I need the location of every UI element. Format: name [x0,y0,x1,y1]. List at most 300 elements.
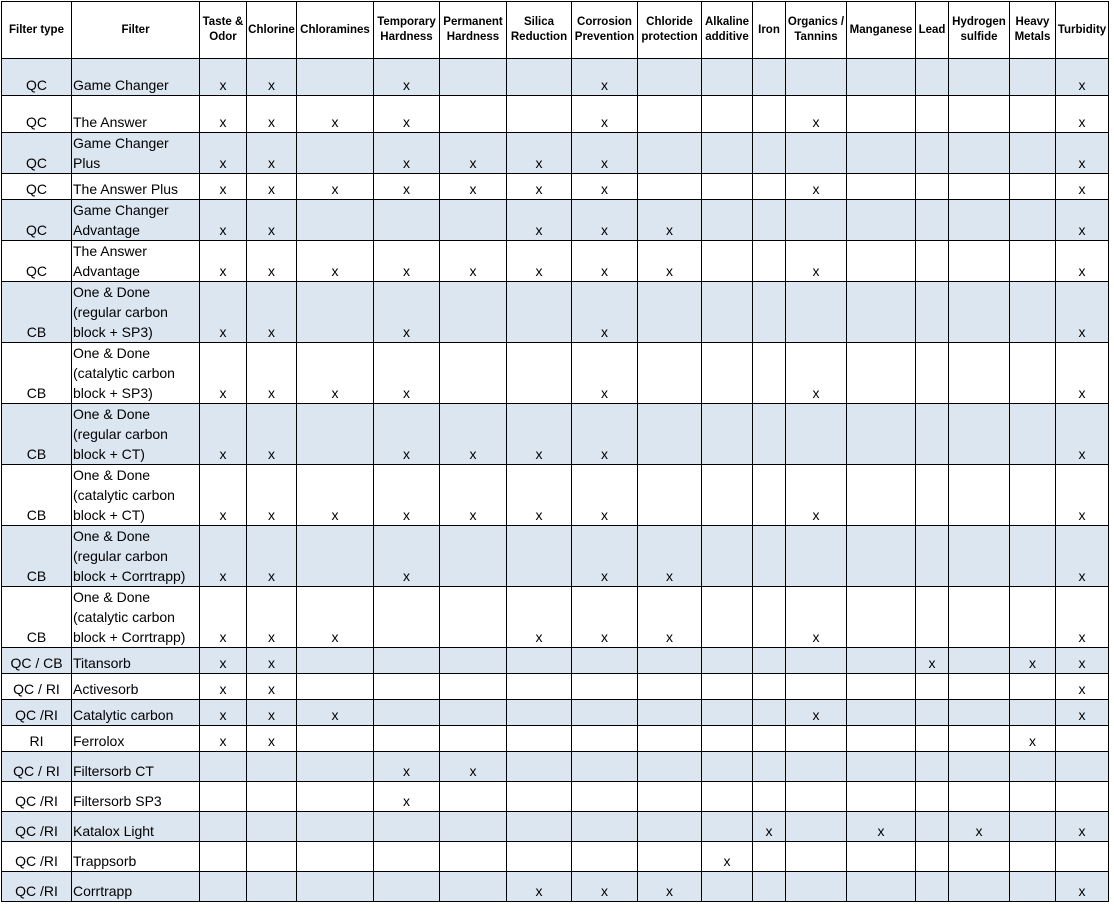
empty-cell [753,674,786,700]
check-mark-cell: x [374,752,440,782]
filter-name-cell: The Answer [72,96,200,133]
empty-cell [916,59,949,96]
empty-cell [786,59,847,96]
table-row [2,96,1109,133]
empty-cell [753,343,786,404]
empty-cell [847,726,916,752]
empty-cell [297,812,374,842]
empty-cell [638,133,702,174]
check-mark-cell: x [247,648,297,674]
filter-name-cell: Activesorb [72,674,200,700]
empty-cell [638,96,702,133]
empty-cell [847,174,916,200]
empty-cell [1056,752,1109,782]
empty-cell [753,648,786,674]
empty-cell [1056,782,1109,812]
check-mark-cell: x [507,872,572,902]
empty-cell [847,674,916,700]
empty-cell [297,133,374,174]
empty-cell [949,842,1010,872]
empty-cell [786,872,847,902]
empty-cell [702,587,753,648]
empty-cell [297,726,374,752]
check-mark-cell: x [200,465,247,526]
check-mark-cell: x [200,133,247,174]
empty-cell [572,842,638,872]
check-mark-cell: x [247,96,297,133]
empty-cell [572,674,638,700]
empty-cell [297,782,374,812]
check-mark-cell: x [1056,587,1109,648]
table-row [2,465,1109,526]
check-mark-cell: x [247,133,297,174]
filter-comparison-table [1,1,1109,902]
filter-type-cell: QC /RI [2,842,72,872]
column-header-corrosion-prevention: Corrosion Prevention [572,2,638,59]
empty-cell [638,700,702,726]
column-header-filter: Filter [72,2,200,59]
filter-type-cell: CB [2,465,72,526]
check-mark-cell: x [247,404,297,465]
filter-type-cell: CB [2,282,72,343]
filter-type-cell: QC /RI [2,782,72,812]
filter-name-cell: Catalytic carbon [72,700,200,726]
empty-cell [297,404,374,465]
check-mark-cell: x [786,587,847,648]
check-mark-cell: x [507,241,572,282]
empty-cell [949,241,1010,282]
check-mark-cell: x [572,133,638,174]
filter-name-cell: One & Done (regular carbon block + SP3) [72,282,200,343]
empty-cell [440,59,507,96]
empty-cell [507,648,572,674]
check-mark-cell: x [572,174,638,200]
empty-cell [786,200,847,241]
check-mark-cell: x [297,465,374,526]
empty-cell [702,648,753,674]
check-mark-cell: x [786,700,847,726]
column-header-hydrogen-sulfide: Hydrogen sulfide [949,2,1010,59]
empty-cell [572,726,638,752]
empty-cell [440,812,507,842]
empty-cell [753,587,786,648]
check-mark-cell: x [440,174,507,200]
check-mark-cell: x [1056,133,1109,174]
filter-type-cell: CB [2,526,72,587]
check-mark-cell: x [1056,648,1109,674]
filter-name-cell: Game Changer Advantage [72,200,200,241]
empty-cell [949,200,1010,241]
empty-cell [916,752,949,782]
empty-cell [753,465,786,526]
check-mark-cell: x [1056,465,1109,526]
empty-cell [1010,465,1056,526]
empty-cell [200,782,247,812]
check-mark-cell: x [1056,872,1109,902]
empty-cell [702,404,753,465]
check-mark-cell: x [1056,96,1109,133]
column-header-taste-odor: Taste & Odor [200,2,247,59]
check-mark-cell: x [786,241,847,282]
empty-cell [374,842,440,872]
table-row [2,343,1109,404]
empty-cell [440,587,507,648]
empty-cell [786,812,847,842]
filter-type-cell: QC [2,133,72,174]
empty-cell [916,241,949,282]
empty-cell [507,282,572,343]
table-row [2,133,1109,174]
check-mark-cell: x [200,174,247,200]
check-mark-cell: x [247,200,297,241]
empty-cell [1010,241,1056,282]
column-header-permanent-hardness: Permanent Hardness [440,2,507,59]
empty-cell [638,812,702,842]
check-mark-cell: x [440,752,507,782]
empty-cell [702,674,753,700]
header-row [2,2,1109,59]
table-row [2,782,1109,812]
empty-cell [949,96,1010,133]
check-mark-cell: x [200,674,247,700]
column-header-silica-reduction: Silica Reduction [507,2,572,59]
column-header-manganese: Manganese [847,2,916,59]
check-mark-cell: x [638,200,702,241]
filter-type-cell: QC [2,96,72,133]
check-mark-cell: x [200,700,247,726]
empty-cell [440,700,507,726]
column-header-iron: Iron [753,2,786,59]
empty-cell [1010,526,1056,587]
check-mark-cell: x [1010,726,1056,752]
table-row [2,752,1109,782]
empty-cell [440,782,507,812]
column-header-filter-type: Filter type [2,2,72,59]
empty-cell [786,842,847,872]
empty-cell [847,96,916,133]
empty-cell [847,282,916,343]
filter-type-cell: QC [2,59,72,96]
check-mark-cell: x [200,200,247,241]
empty-cell [916,812,949,842]
check-mark-cell: x [200,587,247,648]
check-mark-cell: x [200,241,247,282]
empty-cell [916,526,949,587]
filter-type-cell: CB [2,404,72,465]
empty-cell [297,526,374,587]
filter-type-cell: QC / RI [2,674,72,700]
empty-cell [374,700,440,726]
empty-cell [949,59,1010,96]
check-mark-cell: x [572,872,638,902]
column-header-heavy-metals: Heavy Metals [1010,2,1056,59]
table-row [2,648,1109,674]
table-row [2,872,1109,902]
check-mark-cell: x [1056,674,1109,700]
table-body [2,59,1109,902]
empty-cell [949,700,1010,726]
check-mark-cell: x [638,587,702,648]
empty-cell [200,842,247,872]
empty-cell [440,648,507,674]
empty-cell [638,752,702,782]
empty-cell [753,404,786,465]
table-row [2,241,1109,282]
filter-type-cell: QC [2,200,72,241]
empty-cell [572,782,638,812]
check-mark-cell: x [374,404,440,465]
filter-type-cell: CB [2,587,72,648]
filter-name-cell: One & Done (regular carbon block + Corrtrapp) [72,526,200,587]
empty-cell [753,752,786,782]
empty-cell [847,343,916,404]
empty-cell [702,96,753,133]
check-mark-cell: x [572,404,638,465]
empty-cell [374,872,440,902]
check-mark-cell: x [786,343,847,404]
check-mark-cell: x [507,465,572,526]
empty-cell [572,648,638,674]
empty-cell [949,404,1010,465]
check-mark-cell: x [638,526,702,587]
empty-cell [638,404,702,465]
empty-cell [702,133,753,174]
check-mark-cell: x [374,343,440,404]
table-row [2,812,1109,842]
empty-cell [916,782,949,812]
empty-cell [753,59,786,96]
empty-cell [572,752,638,782]
table-row [2,200,1109,241]
check-mark-cell: x [1056,282,1109,343]
check-mark-cell: x [374,174,440,200]
empty-cell [200,812,247,842]
empty-cell [507,782,572,812]
empty-cell [297,648,374,674]
check-mark-cell: x [949,812,1010,842]
empty-cell [702,526,753,587]
empty-cell [440,726,507,752]
empty-cell [847,59,916,96]
empty-cell [916,282,949,343]
check-mark-cell: x [200,343,247,404]
empty-cell [753,174,786,200]
empty-cell [1010,812,1056,842]
empty-cell [753,96,786,133]
empty-cell [297,674,374,700]
empty-cell [1010,343,1056,404]
empty-cell [702,282,753,343]
empty-cell [440,872,507,902]
check-mark-cell: x [1056,700,1109,726]
empty-cell [786,133,847,174]
empty-cell [638,842,702,872]
check-mark-cell: x [507,587,572,648]
empty-cell [916,842,949,872]
filter-type-cell: QC / CB [2,648,72,674]
filter-name-cell: The Answer Advantage [72,241,200,282]
check-mark-cell: x [572,526,638,587]
check-mark-cell: x [572,282,638,343]
empty-cell [638,59,702,96]
empty-cell [916,465,949,526]
empty-cell [702,200,753,241]
empty-cell [702,872,753,902]
check-mark-cell: x [440,241,507,282]
filter-type-cell: RI [2,726,72,752]
empty-cell [638,282,702,343]
empty-cell [638,782,702,812]
filter-name-cell: One & Done (catalytic carbon block + CT) [72,465,200,526]
check-mark-cell: x [572,200,638,241]
empty-cell [638,726,702,752]
empty-cell [702,782,753,812]
check-mark-cell: x [297,343,374,404]
check-mark-cell: x [1056,241,1109,282]
empty-cell [847,872,916,902]
empty-cell [1010,404,1056,465]
empty-cell [753,782,786,812]
empty-cell [374,587,440,648]
empty-cell [702,241,753,282]
empty-cell [753,726,786,752]
empty-cell [702,174,753,200]
check-mark-cell: x [1056,200,1109,241]
filter-name-cell: Trappsorb [72,842,200,872]
empty-cell [702,726,753,752]
check-mark-cell: x [374,241,440,282]
check-mark-cell: x [247,282,297,343]
filter-name-cell: Corrtrapp [72,872,200,902]
check-mark-cell: x [374,782,440,812]
empty-cell [374,674,440,700]
empty-cell [916,726,949,752]
empty-cell [847,241,916,282]
check-mark-cell: x [247,726,297,752]
check-mark-cell: x [1056,404,1109,465]
empty-cell [1010,133,1056,174]
empty-cell [702,752,753,782]
check-mark-cell: x [200,96,247,133]
empty-cell [638,343,702,404]
check-mark-cell: x [374,133,440,174]
empty-cell [702,343,753,404]
empty-cell [247,782,297,812]
empty-cell [374,812,440,842]
empty-cell [847,526,916,587]
check-mark-cell: x [374,59,440,96]
column-header-organics-tannins: Organics / Tannins [786,2,847,59]
empty-cell [440,526,507,587]
empty-cell [847,842,916,872]
empty-cell [507,700,572,726]
empty-cell [753,241,786,282]
empty-cell [507,726,572,752]
filter-type-cell: QC [2,174,72,200]
check-mark-cell: x [786,465,847,526]
empty-cell [916,674,949,700]
check-mark-cell: x [507,404,572,465]
empty-cell [1010,587,1056,648]
filter-type-cell: QC /RI [2,872,72,902]
empty-cell [753,282,786,343]
check-mark-cell: x [440,465,507,526]
check-mark-cell: x [507,133,572,174]
empty-cell [1010,59,1056,96]
check-mark-cell: x [247,674,297,700]
empty-cell [507,842,572,872]
empty-cell [507,812,572,842]
check-mark-cell: x [1056,812,1109,842]
empty-cell [297,282,374,343]
filter-name-cell: The Answer Plus [72,174,200,200]
empty-cell [847,200,916,241]
empty-cell [507,59,572,96]
empty-cell [1010,674,1056,700]
empty-cell [297,59,374,96]
check-mark-cell: x [702,842,753,872]
check-mark-cell: x [247,174,297,200]
check-mark-cell: x [572,587,638,648]
empty-cell [786,282,847,343]
empty-cell [753,200,786,241]
check-mark-cell: x [1056,526,1109,587]
empty-cell [949,587,1010,648]
empty-cell [949,674,1010,700]
check-mark-cell: x [507,174,572,200]
empty-cell [507,343,572,404]
empty-cell [949,282,1010,343]
table-row [2,59,1109,96]
check-mark-cell: x [572,96,638,133]
check-mark-cell: x [200,648,247,674]
check-mark-cell: x [297,700,374,726]
empty-cell [374,200,440,241]
empty-cell [1010,842,1056,872]
check-mark-cell: x [200,526,247,587]
filter-name-cell: One & Done (regular carbon block + CT) [72,404,200,465]
empty-cell [753,526,786,587]
empty-cell [507,96,572,133]
empty-cell [949,465,1010,526]
check-mark-cell: x [440,404,507,465]
table-row [2,587,1109,648]
empty-cell [753,700,786,726]
check-mark-cell: x [374,96,440,133]
empty-cell [1010,782,1056,812]
empty-cell [247,872,297,902]
check-mark-cell: x [247,587,297,648]
empty-cell [847,465,916,526]
empty-cell [247,842,297,872]
empty-cell [507,752,572,782]
empty-cell [440,674,507,700]
empty-cell [949,133,1010,174]
empty-cell [247,812,297,842]
filter-name-cell: Filtersorb CT [72,752,200,782]
table-row [2,174,1109,200]
empty-cell [786,674,847,700]
filter-name-cell: Titansorb [72,648,200,674]
empty-cell [786,782,847,812]
check-mark-cell: x [507,200,572,241]
table-row [2,842,1109,872]
empty-cell [916,872,949,902]
empty-cell [507,526,572,587]
check-mark-cell: x [440,133,507,174]
check-mark-cell: x [374,526,440,587]
check-mark-cell: x [374,465,440,526]
